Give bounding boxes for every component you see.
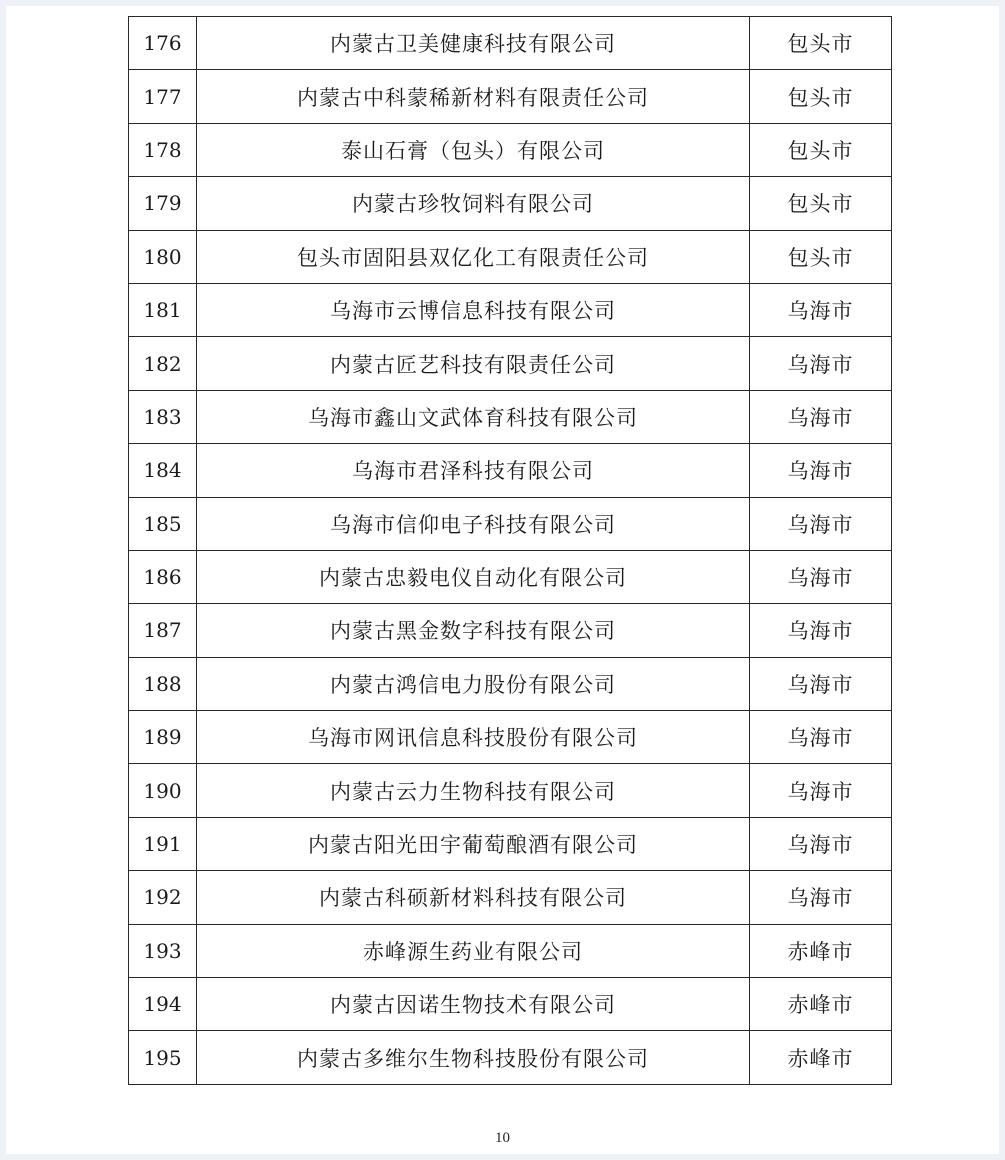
table-row (129, 764, 892, 817)
row-number-cell: 178 (129, 123, 197, 176)
company-name-cell: 乌海市君泽科技有限公司 (197, 444, 750, 497)
row-number-cell: 180 (129, 230, 197, 283)
company-name-cell: 内蒙古黑金数字科技有限公司 (197, 604, 750, 657)
city-cell: 乌海市 (750, 390, 892, 443)
city-cell: 赤峰市 (750, 978, 892, 1031)
company-name-cell: 包头市固阳县双亿化工有限责任公司 (197, 230, 750, 283)
table-row (129, 978, 892, 1031)
row-number-cell: 184 (129, 444, 197, 497)
row-number-cell: 189 (129, 711, 197, 764)
table-row (129, 550, 892, 603)
table-row (129, 924, 892, 977)
city-cell: 包头市 (750, 123, 892, 176)
company-name-cell: 内蒙古忠毅电仪自动化有限公司 (197, 550, 750, 603)
city-cell: 乌海市 (750, 283, 892, 336)
row-number-cell: 176 (129, 17, 197, 70)
row-number-cell: 193 (129, 924, 197, 977)
city-cell: 乌海市 (750, 550, 892, 603)
city-cell: 包头市 (750, 70, 892, 123)
company-name-cell: 内蒙古鸿信电力股份有限公司 (197, 657, 750, 710)
company-name-cell: 内蒙古匠艺科技有限责任公司 (197, 337, 750, 390)
city-cell: 乌海市 (750, 871, 892, 924)
table-row (129, 871, 892, 924)
city-cell: 包头市 (750, 17, 892, 70)
row-number-cell: 177 (129, 70, 197, 123)
table-row (129, 230, 892, 283)
table-row (129, 604, 892, 657)
row-number-cell: 179 (129, 177, 197, 230)
company-name-cell: 内蒙古云力生物科技有限公司 (197, 764, 750, 817)
company-name-cell: 乌海市信仰电子科技有限公司 (197, 497, 750, 550)
company-name-cell: 乌海市网讯信息科技股份有限公司 (197, 711, 750, 764)
row-number-cell: 188 (129, 657, 197, 710)
row-number-cell: 192 (129, 871, 197, 924)
city-cell: 乌海市 (750, 657, 892, 710)
row-number-cell: 182 (129, 337, 197, 390)
table-row (129, 657, 892, 710)
table-row (129, 177, 892, 230)
row-number-cell: 194 (129, 978, 197, 1031)
company-name-cell: 内蒙古多维尔生物科技股份有限公司 (197, 1031, 750, 1084)
row-number-cell: 187 (129, 604, 197, 657)
company-name-cell: 内蒙古珍牧饲料有限公司 (197, 177, 750, 230)
company-name-cell: 内蒙古阳光田宇葡萄酿酒有限公司 (197, 817, 750, 870)
table-body (129, 17, 892, 1085)
city-cell: 乌海市 (750, 817, 892, 870)
table-row (129, 390, 892, 443)
page-number: 10 (495, 1130, 510, 1146)
table-row (129, 283, 892, 336)
city-cell: 乌海市 (750, 764, 892, 817)
company-name-cell: 内蒙古中科蒙稀新材料有限责任公司 (197, 70, 750, 123)
company-list-table (128, 16, 892, 1085)
table-row (129, 497, 892, 550)
row-number-cell: 185 (129, 497, 197, 550)
company-name-cell: 赤峰源生药业有限公司 (197, 924, 750, 977)
table-row (129, 444, 892, 497)
company-name-cell: 内蒙古因诺生物技术有限公司 (197, 978, 750, 1031)
table-row (129, 1031, 892, 1084)
city-cell: 乌海市 (750, 497, 892, 550)
table-row (129, 817, 892, 870)
table-row (129, 337, 892, 390)
row-number-cell: 191 (129, 817, 197, 870)
company-name-cell: 泰山石膏（包头）有限公司 (197, 123, 750, 176)
row-number-cell: 190 (129, 764, 197, 817)
city-cell: 赤峰市 (750, 924, 892, 977)
city-cell: 乌海市 (750, 444, 892, 497)
row-number-cell: 181 (129, 283, 197, 336)
city-cell: 乌海市 (750, 711, 892, 764)
table-row (129, 17, 892, 70)
city-cell: 乌海市 (750, 337, 892, 390)
city-cell: 赤峰市 (750, 1031, 892, 1084)
company-name-cell: 内蒙古科硕新材料科技有限公司 (197, 871, 750, 924)
city-cell: 乌海市 (750, 604, 892, 657)
row-number-cell: 186 (129, 550, 197, 603)
company-name-cell: 乌海市云博信息科技有限公司 (197, 283, 750, 336)
company-name-cell: 内蒙古卫美健康科技有限公司 (197, 17, 750, 70)
city-cell: 包头市 (750, 177, 892, 230)
table-row (129, 123, 892, 176)
row-number-cell: 195 (129, 1031, 197, 1084)
row-number-cell: 183 (129, 390, 197, 443)
city-cell: 包头市 (750, 230, 892, 283)
company-name-cell: 乌海市鑫山文武体育科技有限公司 (197, 390, 750, 443)
table-row (129, 70, 892, 123)
table-row (129, 711, 892, 764)
